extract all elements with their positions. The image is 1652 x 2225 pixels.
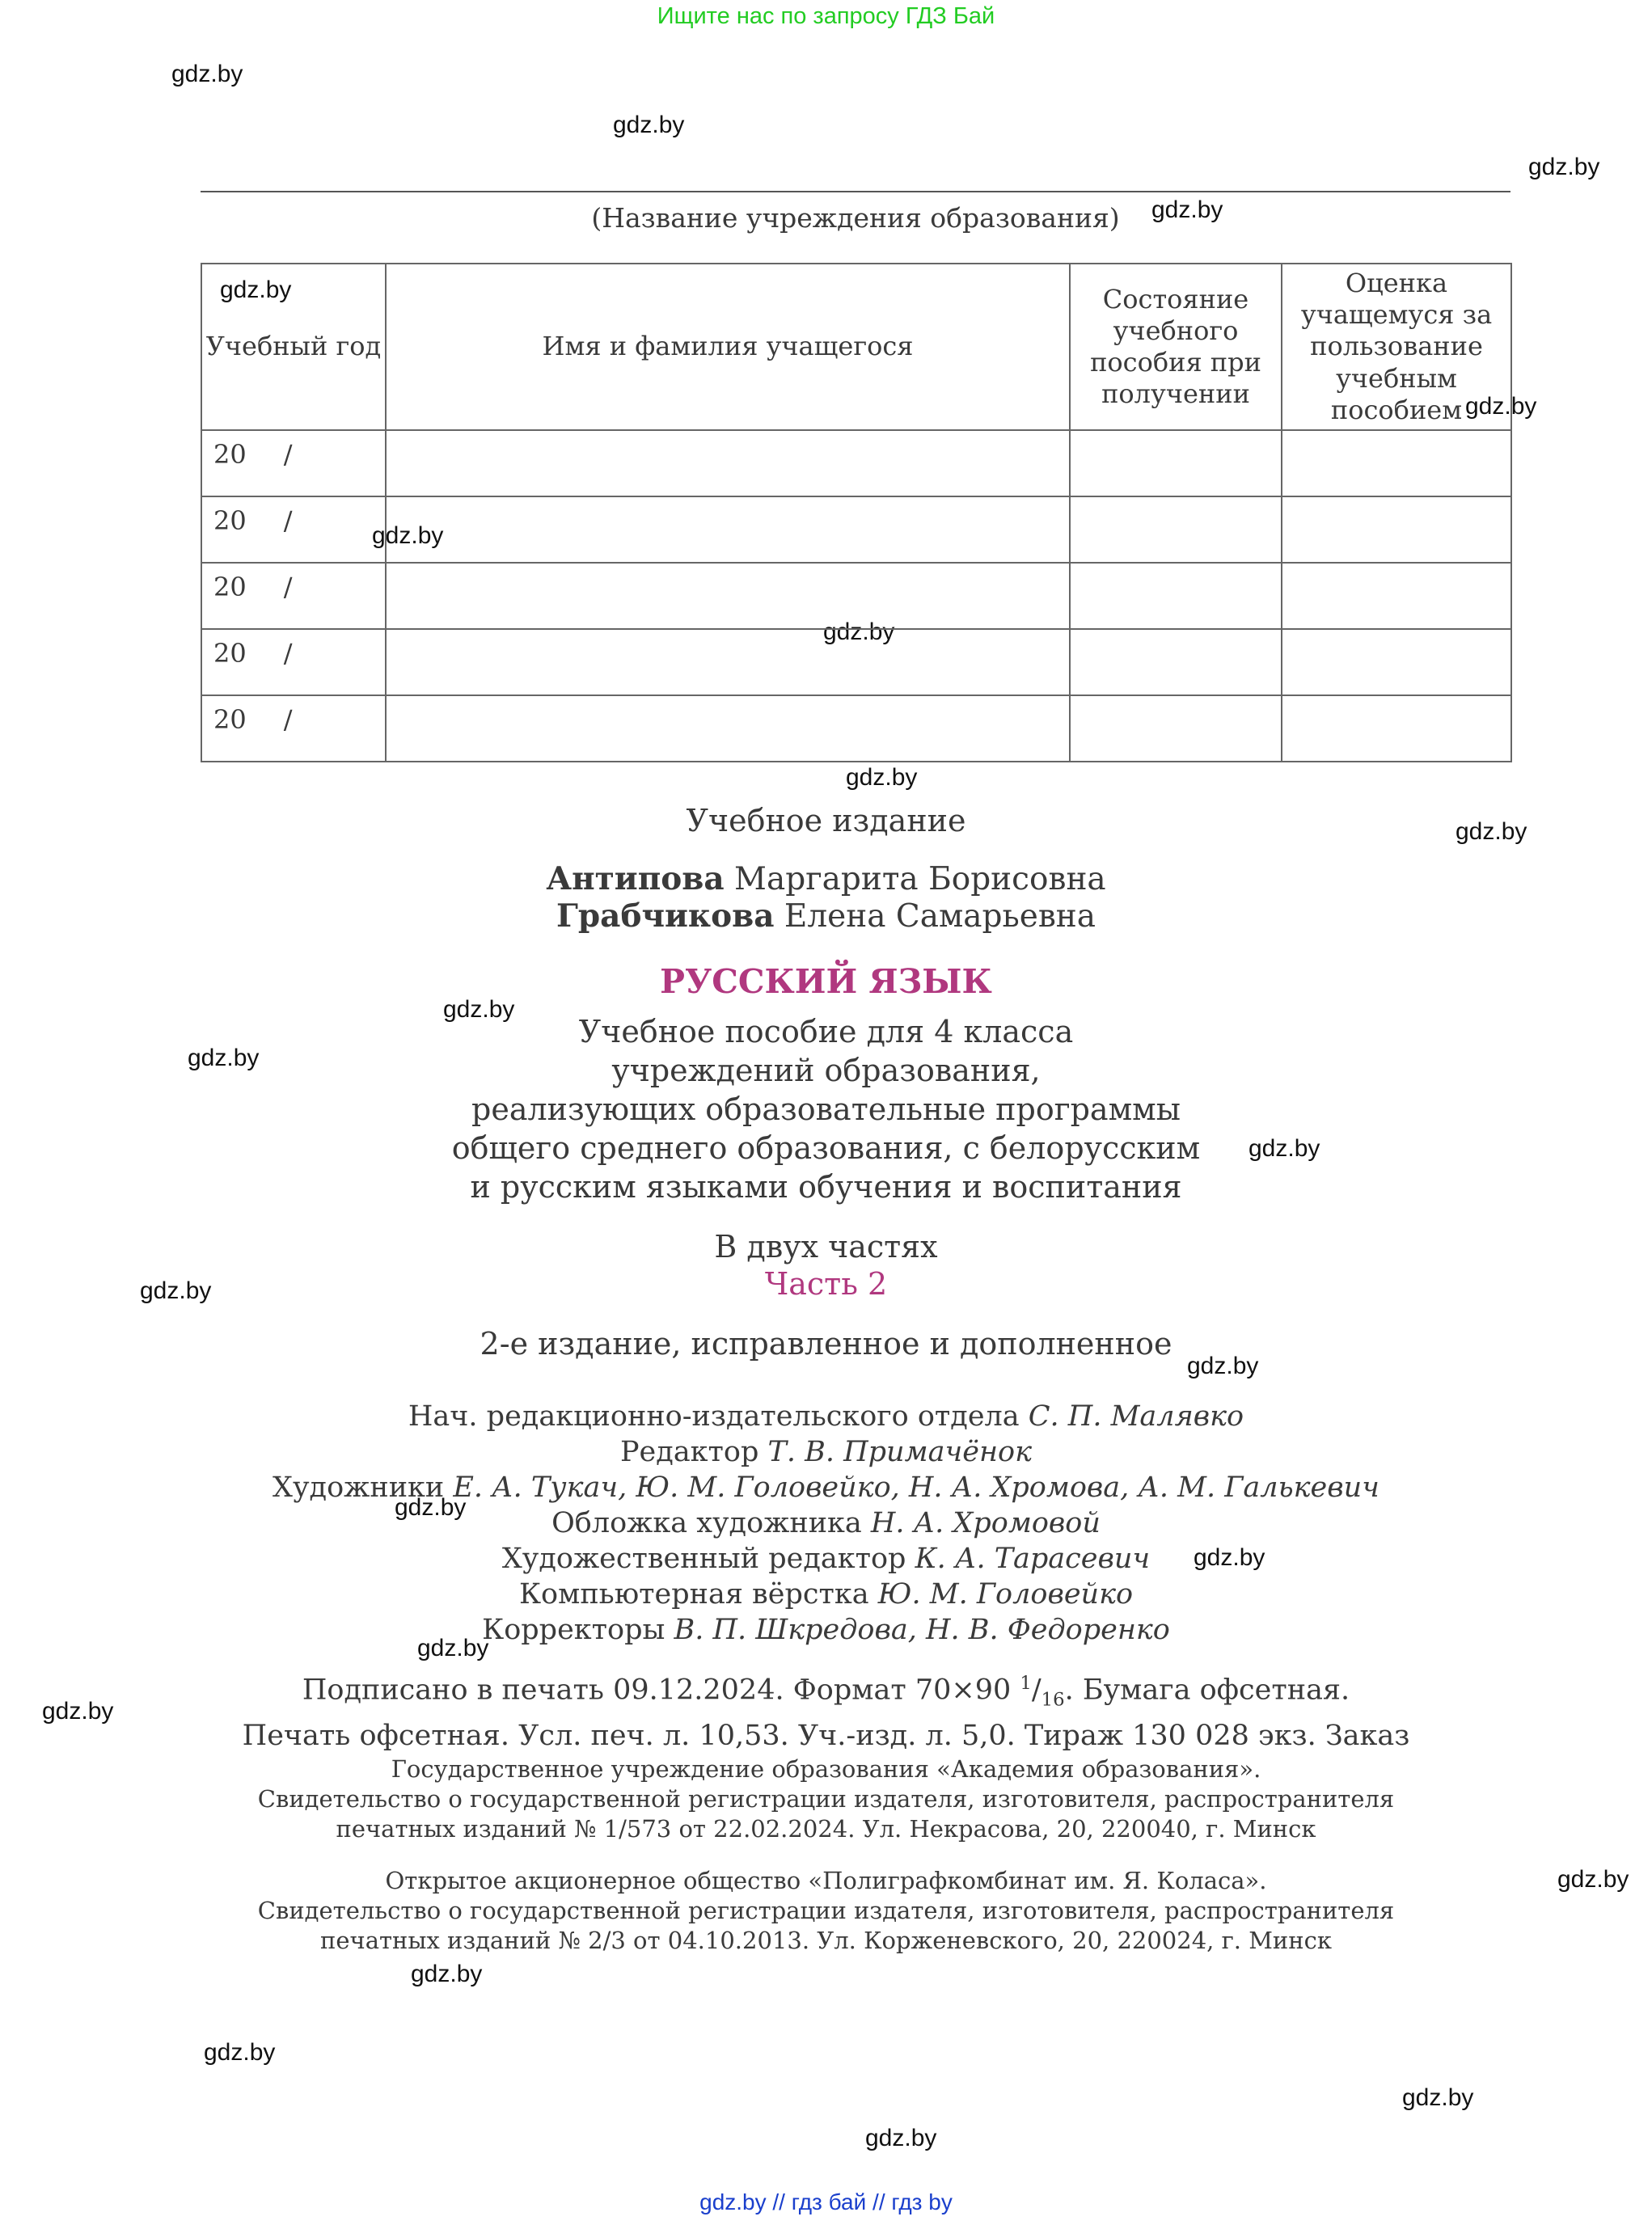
watermark: gdz.by: [1528, 154, 1600, 180]
print-line-1: Подписано в печать 09.12.2024. Формат 70×90 $^1/_{16}$. Бумага офсетная.: [302, 1673, 1350, 1711]
credit-line: Компьютерная вёрстка Ю. М. Головейко: [518, 1578, 1134, 1611]
credits-block: [0, 1399, 1652, 1648]
watermark: gdz.by: [1402, 2084, 1474, 2111]
publisher-info: Государственное учреждение образования «Академия образования». Свидетельство о государственной регистрации издателя, изготовителя, распространителя печатных изданий № 1/573 от 22.02.2024. Ул. Некрасова, 20, 220040, г. Минск: [257, 1755, 1395, 1843]
condition-cell[interactable]: [1070, 629, 1282, 695]
student-name-cell[interactable]: [386, 430, 1070, 496]
header-student-name: Имя и фамилия учащегося: [386, 264, 1070, 430]
condition-cell[interactable]: [1070, 496, 1282, 563]
watermark: gdz.by: [823, 619, 895, 645]
year-cell[interactable]: 20 /: [201, 430, 386, 496]
top-search-hint[interactable]: Ищите нас по запросу ГДЗ Бай: [657, 3, 995, 29]
parts-count: В двух частях: [714, 1229, 938, 1264]
watermark: gdz.by: [443, 996, 515, 1023]
watermark: gdz.by: [372, 522, 444, 549]
credit-line: Редактор Т. В. Примачёнок: [620, 1436, 1032, 1468]
watermark: gdz.by: [613, 112, 685, 138]
grade-cell[interactable]: [1282, 629, 1511, 695]
table-row: [201, 496, 1511, 563]
watermark: gdz.by: [411, 1961, 483, 1987]
watermark: gdz.by: [1557, 1866, 1629, 1893]
credit-line: Художники Е. А. Тукач, Ю. М. Головейко, Н. А. Хромова, А. М. Галькевич: [273, 1471, 1379, 1504]
watermark: gdz.by: [395, 1494, 467, 1521]
table-row: [201, 695, 1511, 762]
grade-cell[interactable]: [1282, 563, 1511, 629]
author-2: Грабчикова Елена Самарьевна: [556, 897, 1096, 935]
print-line-2: Печать офсетная. Усл. печ. л. 10,53. Уч.-изд. л. 5,0. Тираж 130 028 экз. Заказ: [242, 1719, 1410, 1752]
grade-cell[interactable]: [1282, 430, 1511, 496]
watermark: gdz.by: [846, 764, 918, 791]
edition-type: Учебное издание: [686, 803, 966, 838]
grade-cell[interactable]: [1282, 496, 1511, 563]
watermark: gdz.by: [1465, 393, 1537, 420]
credit-line: Нач. редакционно-издательского отдела С. П. Малявко: [408, 1400, 1244, 1433]
book-title: РУССКИЙ ЯЗЫК: [660, 962, 992, 1001]
table-row: [201, 430, 1511, 496]
student-name-cell[interactable]: [386, 563, 1070, 629]
watermark: gdz.by: [171, 61, 243, 87]
book-subtitle: Учебное пособие для 4 класса учреждений образования, реализующих образовательные программы общего среднего образования, с белорусским и русским языками обучения и воспитания: [451, 1014, 1201, 1205]
student-name-cell[interactable]: [386, 629, 1070, 695]
grade-cell[interactable]: [1282, 695, 1511, 762]
watermark: gdz.by: [42, 1698, 114, 1725]
condition-cell[interactable]: [1070, 563, 1282, 629]
author-1: Антипова Маргарита Борисовна: [546, 860, 1106, 897]
header-condition: Состояние учебного пособия при получении: [1070, 264, 1282, 430]
year-cell[interactable]: 20 /: [201, 629, 386, 695]
part-number: Часть 2: [764, 1266, 888, 1302]
condition-cell[interactable]: [1070, 430, 1282, 496]
year-cell[interactable]: 20 /: [201, 695, 386, 762]
printer-info: Открытое акционерное общество «Полиграфкомбинат им. Я. Коласа». Свидетельство о государственной регистрации издателя, изготовителя, распространителя печатных изданий № 2/3 от 04.10.2013. Ул. Корженевского, 20, 220024, г. Минск: [257, 1867, 1395, 1954]
header-grade: Оценка учащемуся за пользование учебным пособием: [1282, 264, 1511, 430]
year-cell[interactable]: 20 /: [201, 563, 386, 629]
print-info: [0, 1666, 1652, 1754]
watermark: gdz.by: [140, 1277, 212, 1304]
watermark: gdz.by: [865, 2125, 937, 2151]
book-usage-table: [201, 263, 1512, 762]
credit-line: Обложка художника Н. А. Хромовой: [551, 1507, 1101, 1539]
watermark: gdz.by: [1456, 818, 1527, 845]
header-year: Учебный год: [201, 264, 386, 430]
watermark: gdz.by: [1151, 196, 1223, 223]
table-header-row: [201, 264, 1511, 430]
student-name-cell[interactable]: [386, 496, 1070, 563]
watermark: gdz.by: [188, 1045, 260, 1071]
watermark: gdz.by: [417, 1635, 489, 1661]
watermark: gdz.by: [204, 2039, 276, 2066]
watermark: gdz.by: [1249, 1135, 1320, 1162]
institution-name-line: [201, 191, 1510, 192]
watermark: gdz.by: [1187, 1353, 1259, 1379]
institution-caption: (Название учреждения образования): [591, 202, 1120, 234]
footer-links[interactable]: gdz.by // гдз бай // гдз by: [699, 2189, 953, 2214]
credit-line: Корректоры В. П. Шкредова, Н. В. Федоренко: [482, 1614, 1170, 1646]
table-row: [201, 563, 1511, 629]
student-name-cell[interactable]: [386, 695, 1070, 762]
year-cell[interactable]: 20 /: [201, 496, 386, 563]
credit-line: Художественный редактор К. А. Тарасевич: [501, 1543, 1151, 1575]
table-row: [201, 629, 1511, 695]
watermark: gdz.by: [1194, 1544, 1265, 1571]
condition-cell[interactable]: [1070, 695, 1282, 762]
edition-number: 2-е издание, исправленное и дополненное: [480, 1326, 1172, 1362]
watermark: gdz.by: [220, 277, 292, 303]
